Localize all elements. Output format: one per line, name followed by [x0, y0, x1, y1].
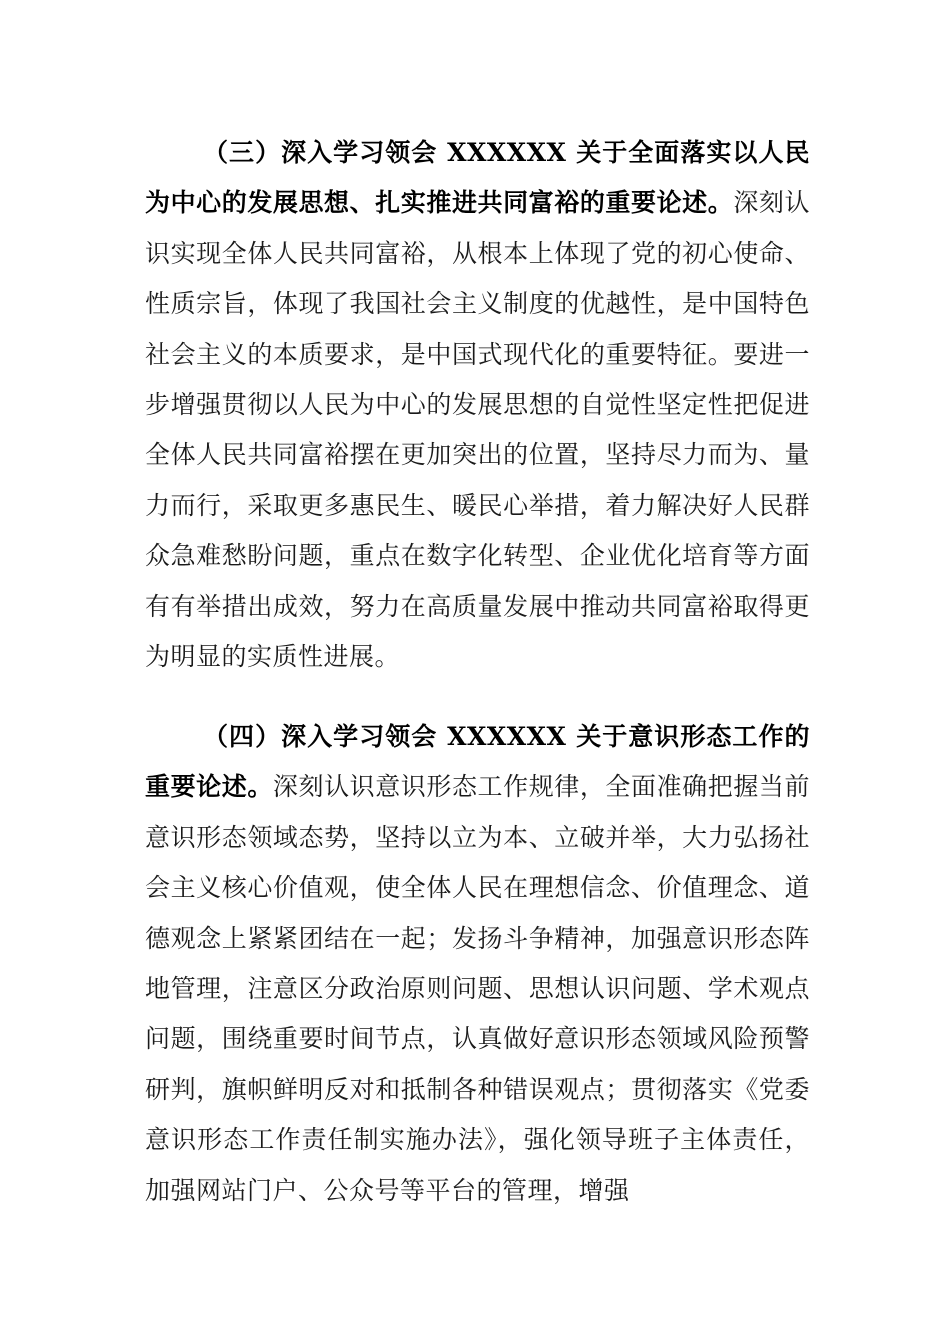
section-4-paragraph	[145, 712, 810, 1216]
section-3-paragraph	[145, 128, 810, 682]
section-3-heading: （三）深入学习领会 XXXXXX 关于全面落实以人民为中心的发展思想、扎实推进共同富裕的重要论述。	[145, 138, 810, 218]
section-4-body: 深刻认识意识形态工作规律，全面准确把握当前意识形态领域态势，坚持以立为本、立破并举，大力弘扬社会主义核心价值观，使全体人民在理想信念、价值理念、道德观念上紧紧团结在一起；发扬斗争精神，加强意识形态阵地管理，注意区分政治原则问题、思想认识问题、学术观点问题，围绕重要时间节点，认真做好意识形态领域风险预警研判，旗帜鲜明反对和抵制各种错误观点；贯彻落实《党委意识形态工作责任制实施办法》，强化领导班子主体责任，加强网站门户、公众号等平台的管理，增强	[145, 772, 810, 1205]
section-4-heading: （四）深入学习领会 XXXXXX 关于意识形态工作的重要论述。	[145, 722, 810, 802]
section-3-body: 深刻认识实现全体人民共同富裕，从根本上体现了党的初心使命、性质宗旨，体现了我国社会主义制度的优越性，是中国特色社会主义的本质要求，是中国式现代化的重要特征。要进一步增强贯彻以人民为中心的发展思想的自觉性坚定性把促进全体人民共同富裕摆在更加突出的位置，坚持尽力而为、量力而行，采取更多惠民生、暖民心举措，着力解决好人民群众急难愁盼问题，重点在数字化转型、企业优化培育等方面有有举措出成效，努力在高质量发展中推动共同富裕取得更为明显的实质性进展。	[145, 188, 810, 672]
